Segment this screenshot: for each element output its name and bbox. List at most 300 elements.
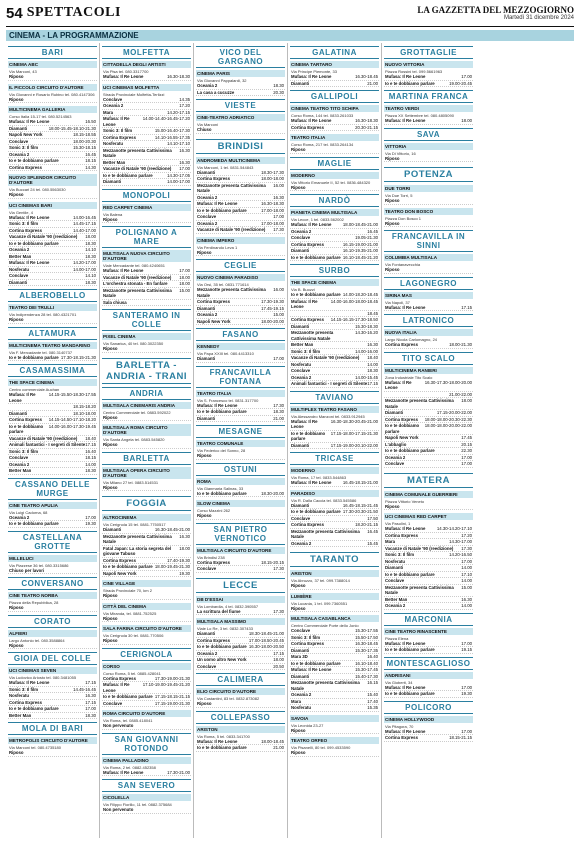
film-title: Sonic 3: Il film — [9, 448, 39, 454]
showtimes: 20.50 — [273, 663, 284, 669]
film-title: Conclave — [197, 566, 217, 571]
showtimes: 17.00 — [85, 514, 96, 520]
film-title: Cortina Express — [103, 557, 136, 563]
showtimes: 15.30-17.35 — [355, 647, 378, 653]
page-header — [6, 0, 574, 27]
showtimes: 17.30 — [273, 608, 284, 614]
showtime-row — [8, 74, 97, 81]
cinema-name: MULTISALA CIRCUITO D'AUTORE — [196, 547, 285, 554]
film-title: Mufasa: Il Re Leone — [103, 682, 130, 693]
showtimes: 15.30-18.15 — [73, 145, 96, 150]
showtimes: 16.00 — [273, 287, 284, 292]
listing-column — [288, 43, 382, 838]
film-title: Oceania 2 — [197, 312, 218, 317]
showtimes: 16.30 — [179, 533, 190, 539]
showtimes: 14.00 — [367, 361, 378, 367]
showtimes: 16.30 — [461, 596, 472, 602]
cinema-name: MULTIPLEX TEATRO FASANO — [290, 406, 379, 413]
city-heading: CASTELLANA GROTTE — [8, 531, 97, 553]
showtimes: 19.30 — [85, 521, 96, 526]
cinema-address: Corso Italia 15-17 tel. 080.5214563 — [9, 114, 72, 119]
showtimes: 17.00 — [85, 706, 96, 711]
showtimes: 18.00 — [179, 274, 190, 280]
showtimes: 17.40-19.30 — [167, 557, 190, 563]
showtimes: 17.10-19.00-19.45-21.20 — [142, 682, 190, 687]
film-title: Io e te dobbiamo parlare — [9, 240, 59, 246]
cinema-block — [196, 500, 285, 520]
showtime-row — [384, 691, 473, 698]
film-title: Mufasa: Il Re Leone — [103, 74, 144, 79]
showtimes: 16.15 — [367, 680, 378, 685]
film-title: Io e te dobbiamo parlare — [9, 521, 59, 526]
cinema-block — [102, 467, 191, 492]
film-title: Diamanti — [385, 565, 404, 570]
cinema-block — [8, 342, 97, 362]
cinema-name: UCI CINEMAS SEVEN — [8, 667, 97, 674]
showtimes: 19.30 — [461, 691, 472, 696]
city-heading: CORATO — [8, 615, 97, 628]
film-title: Oceania 2 — [9, 461, 30, 467]
cinema-address: Via Principe Piemonte, 33 — [291, 69, 337, 74]
showtimes: 16.30-18.45 — [355, 74, 378, 79]
cinema-block — [102, 424, 191, 449]
city-heading: BARLETTA - ANDRIA - TRANI — [102, 358, 191, 384]
showtime-row — [8, 750, 97, 757]
film-title: Io e te dobbiamo parlare — [197, 409, 247, 414]
city-heading: ALBEROBELLO — [8, 289, 97, 302]
showtime-row — [384, 647, 473, 654]
cinema-address: Via Balena — [103, 211, 123, 217]
film-title: Oceania 2 — [291, 374, 312, 380]
cinema-address: Via Lecce, 1 tel. 0833.562002 — [291, 217, 344, 222]
film-title: Io e te dobbiamo parlare — [197, 490, 247, 496]
cinema-name: MULTISALA NUOVA CIRCUITO D'AUTORE — [102, 250, 191, 262]
cinema-block — [8, 502, 97, 528]
showtime-row — [8, 317, 97, 324]
cinema-block — [8, 630, 97, 650]
cinema-name: TEATRO COMUNALE — [196, 440, 285, 447]
film-title: Conclave — [103, 700, 123, 706]
film-title: Io e te dobbiamo parlare — [291, 292, 341, 297]
showtimes: 19.15 — [461, 647, 472, 652]
film-title: Cortina Express — [385, 342, 418, 347]
showtimes: 18.00 — [179, 281, 190, 286]
cinema-name: SALA FARINA CIRCUITO D'AUTORE — [102, 625, 191, 632]
cinema-name: NUOVA ITALIA — [384, 329, 473, 336]
film-title: Napoli New York — [103, 570, 137, 576]
film-title: Diamanti — [9, 279, 28, 285]
cinema-name: ARISTON — [290, 570, 379, 577]
listing-column — [100, 43, 194, 838]
showtimes: 17.30-19.30 — [261, 299, 284, 304]
cinema-block — [196, 688, 285, 708]
cinema-block — [196, 596, 285, 616]
showtimes: 14.00-16.00-17.30-19.45 — [48, 423, 96, 429]
cinema-address: Corso Mazzini 262 — [197, 508, 231, 513]
film-title: Conclave — [291, 368, 311, 373]
cinema-address: Strada Provinciale Molfetta-Terlizzi — [103, 91, 165, 97]
showtimes: 17.00 — [461, 461, 472, 466]
city-heading: TRICASE — [290, 452, 379, 465]
film-title: Better Man — [103, 159, 126, 165]
showtime-row — [102, 807, 191, 814]
showtimes: 21.00 — [273, 745, 284, 750]
city-heading: MATERA — [384, 473, 473, 488]
city-heading: FOGGIA — [102, 496, 191, 511]
cinema-address: Via Lombardia, 4 tel. 0832.390557 — [197, 603, 259, 609]
film-title: Io e te dobbiamo parlare — [291, 509, 341, 514]
showtimes: 18.00 — [179, 545, 190, 551]
cinema-block — [384, 143, 473, 163]
cinema-block — [8, 555, 97, 575]
showtime-row — [290, 125, 379, 132]
cinema-name: TEATRO ITALIA — [196, 390, 285, 397]
showtimes: 14.00-17.00 — [167, 179, 190, 184]
cinema-block — [384, 329, 473, 349]
city-heading: MONOPOLI — [102, 189, 191, 202]
showtimes: 18.00-18.00-20.00-22.00 — [424, 423, 472, 428]
film-title: Cortina Express — [385, 735, 418, 740]
showtimes: 17.00 — [179, 166, 190, 171]
film-title: Mufasa: Il Re Leone — [103, 769, 144, 775]
city-heading: MESAGNE — [196, 425, 285, 438]
cinema-block — [384, 254, 473, 274]
cinema-name: PIXEL CINEMA — [102, 333, 191, 340]
film-title: Cortina Express — [291, 124, 324, 130]
showtimes: 14.20-17.00 — [73, 260, 96, 265]
city-heading: MONTESCAGLIOSO — [384, 657, 473, 670]
showtime-row — [196, 745, 285, 752]
showtime-row — [290, 330, 379, 342]
cinema-name: CINE TEATRO RINASCENTE — [384, 628, 473, 635]
film-title: Better Man — [9, 253, 32, 259]
cinema-block — [8, 304, 97, 324]
cinema-block — [196, 390, 285, 423]
film-title: Cortina Express — [197, 637, 230, 643]
showtime-row — [290, 680, 379, 692]
showtimes: 17.20 — [179, 103, 190, 108]
cinema-block — [196, 237, 285, 257]
cinema-address: Via Ludovico Ariosto tel. 080.3481055 — [9, 675, 77, 680]
city-heading: TARANTO — [290, 552, 379, 567]
film-title: Napoli New York — [385, 435, 419, 440]
showtime-row — [384, 118, 473, 125]
cinema-name: CINEMA PARIS — [196, 70, 285, 77]
cinema-block — [196, 70, 285, 96]
showtimes: 17.00 — [461, 640, 472, 646]
showtimes: 18.00-21.30 — [449, 342, 472, 347]
showtime-row — [290, 529, 379, 541]
film-title: Riposo — [385, 155, 400, 161]
showtimes: 17.30-18.15-21.30 — [60, 354, 96, 360]
showtime-row — [196, 453, 285, 460]
showtimes: 15.00 — [273, 312, 284, 317]
showtimes: 14.00-15.45 — [355, 374, 378, 380]
showtime-row — [8, 355, 97, 362]
film-title: Cortina Express — [197, 176, 230, 181]
showtime-row — [8, 605, 97, 612]
cinema-name: ALFIERI — [8, 630, 97, 637]
showtimes: 17.30 — [273, 566, 284, 571]
showtimes: 17.00 — [273, 356, 284, 361]
showtimes: 15.30-18.30 — [355, 323, 378, 329]
showtimes: 14.15-16.15-17.30-18.50 — [330, 317, 378, 322]
film-title: Cortina Express — [291, 522, 324, 527]
showtimes: 16.30-18.45 — [355, 641, 378, 646]
showtimes: 18.30-17.30 — [261, 169, 284, 175]
film-title: Oceania 2 — [291, 228, 312, 234]
showtimes: 16.45 — [85, 151, 96, 157]
showtimes: 15.40 — [367, 692, 378, 697]
film-title: Riposo — [103, 484, 118, 490]
showtime-row — [102, 442, 191, 449]
publication-name: LA GAZZETTA DEL MEZZOGIORNO — [417, 5, 574, 15]
showtimes: 18.00-18.45-21.00 — [342, 222, 378, 227]
film-title: Conclave — [103, 96, 123, 102]
city-heading: TITO SCALO — [384, 352, 473, 365]
showtimes: 18.20-21.15 — [355, 522, 378, 527]
film-title: Chiuso per lavori — [9, 567, 45, 573]
showtimes: 18.00 — [461, 118, 472, 123]
cinema-name: ARISTON — [196, 726, 285, 733]
showtime-row — [384, 585, 473, 597]
film-title: Un uomo altro New York — [197, 657, 247, 662]
cinema-address: Via Ferdinando Leva 1 — [197, 244, 238, 250]
showtimes: 14.00 — [85, 461, 96, 467]
cinema-name: CINEMA TARTARO — [290, 61, 379, 68]
showtimes: 18.15-21.15 — [449, 735, 472, 740]
cinema-name: CINE TEATRO APULIA — [8, 502, 97, 509]
film-title: Io e te dobbiamo parlare — [291, 660, 341, 666]
film-title: Mufasa: Il Re Leone — [385, 684, 426, 690]
cinema-name: KENNEDY — [196, 343, 285, 350]
film-title: Io e te dobbiamo parlare — [197, 644, 247, 649]
film-title: Animali fantastici - I segreti di Silente — [291, 381, 368, 386]
city-heading: CONVERSANO — [8, 577, 97, 590]
city-heading: VIESTE — [196, 99, 285, 112]
showtimes: 17.15 — [85, 442, 96, 447]
cinema-address: Corso Roma, 217 tel. 0833.264134 — [291, 142, 354, 147]
showtime-row — [196, 183, 285, 195]
showtimes: 17.45 — [461, 435, 472, 440]
city-heading: COLLEPASSO — [196, 711, 285, 724]
showtimes: 17.00 — [461, 684, 472, 690]
cinema-name: ANDROMEDA MULTICINEMA — [196, 157, 285, 164]
city-heading: FASANO — [196, 328, 285, 341]
cinema-address: Centro Commerciale tel. 0883.592022 — [103, 409, 171, 415]
cinema-address: Via Giovanni e Rosario Rubino tel. 080.4147306 — [9, 91, 95, 97]
cinema-block — [102, 514, 191, 577]
showtimes: 14.00-18.20-18.45 — [342, 292, 378, 297]
cinema-address: Via Federico del Sonno, 28 — [197, 448, 246, 453]
showtimes: 16.40 — [85, 448, 96, 454]
cinema-block — [384, 491, 473, 511]
cinema-block — [8, 202, 97, 287]
cinema-name: MULTISALA ROMA CIRCUITO D'AUTORE — [102, 424, 191, 436]
showtime-row — [102, 485, 191, 492]
showtimes: 17.15 — [85, 699, 96, 705]
cinema-address: Via Lucania, 1 tel. 099.7360551 — [291, 600, 348, 606]
showtimes: 16.45-18.15-21.00 — [342, 480, 378, 485]
cinema-address: Via Milano 27 tel. 0883.514531 — [103, 479, 159, 485]
film-title: Diamanti — [291, 248, 310, 253]
film-title: Non pervenuto — [103, 723, 134, 728]
film-title: Mezzanotte presenta Cattivissima Natale — [291, 680, 360, 691]
showtime-row — [196, 664, 285, 671]
showtime-row — [8, 97, 97, 104]
cinema-block — [102, 663, 191, 708]
cinema-block — [102, 710, 191, 730]
film-title: Diamanti — [197, 356, 216, 361]
film-title: Conclave — [291, 515, 311, 521]
cinema-address: Via Roma, 17 tel. 0833.544863 — [291, 475, 347, 480]
cinema-block — [196, 478, 285, 498]
showtimes: 14.00 — [461, 578, 472, 583]
showtimes: 18.30 — [273, 409, 284, 414]
showtime-row — [196, 566, 285, 573]
publication-date: Martedì 31 dicembre 2024 — [503, 15, 574, 21]
cinema-address: Via B. Buozzi — [291, 287, 315, 292]
film-title: Mezzanotte presenta Cattivissima Natale — [103, 533, 172, 544]
showtime-row — [290, 147, 379, 154]
cinema-block — [102, 84, 191, 186]
film-title: Mufasa: Il Re Leone — [291, 667, 332, 672]
film-title: Mezzanotte presenta Cattivissima Natale — [385, 398, 454, 409]
film-title: Conclave — [291, 628, 311, 633]
film-title: Mufasa: Il Re Leone — [385, 728, 426, 734]
film-title: Io e te dobbiamo parlare — [9, 706, 59, 711]
showtime-row — [102, 346, 191, 353]
cinema-name: ALTROCINEMA — [102, 514, 191, 521]
film-title: Conclave — [9, 455, 29, 460]
film-title: Conclave — [197, 663, 217, 669]
city-heading: POLIGNANO A MARE — [102, 226, 191, 248]
film-title: Vacanze di Natale '90 (reedizione) — [9, 435, 78, 441]
city-heading: SANTERAMO IN COLLE — [102, 309, 191, 331]
showtimes: 14.10-17.10 — [167, 141, 190, 146]
film-title: Diamanti — [291, 673, 310, 679]
showtimes: 17.00-18.00 — [261, 220, 284, 226]
film-title: Oceania 2 — [9, 514, 30, 520]
showtime-row — [102, 116, 191, 128]
film-title: Mufasa: Il Re Leone — [385, 118, 426, 123]
film-title: Animali fantastici - I segreti di Silente — [9, 442, 86, 447]
film-title: Conclave — [197, 214, 217, 219]
showtime-row — [384, 380, 473, 392]
film-title: Mara — [103, 109, 114, 115]
film-title: Mezzanotte presenta Cattivissima Natale — [291, 330, 334, 341]
cinema-address: Via Miranda, tel. 0881.752525 — [103, 610, 157, 616]
showtimes: 16.30 — [367, 342, 378, 347]
cinema-address: Via F. Mercadante tel. 080.3140737 — [9, 349, 73, 355]
cinema-name: TEATRO DEI TRULLI — [8, 304, 97, 311]
cinema-address: Via Cerignola 30 tel. 0881.770506 — [103, 633, 164, 638]
cinema-address: Piazza Vittorio Veneto — [385, 498, 425, 504]
film-title: Riposo — [197, 249, 212, 255]
cinema-name: CINE TEATRO NORBA — [8, 592, 97, 599]
film-title: Mufasa: Il Re Leone — [9, 119, 50, 124]
film-title: Mufasa: Il Re Leone — [291, 298, 318, 309]
city-heading: NARDÒ — [290, 194, 379, 207]
cinema-address: Corso Roma, 144 tel. 0833.261033 — [291, 113, 354, 118]
listing-column — [6, 43, 100, 838]
showtimes: 14.00-16.00-18.00-18.45 — [330, 298, 378, 304]
film-title: Mezzanotte presenta Cattivissima Natale — [197, 287, 266, 298]
film-title: Io e te dobbiamo parlare — [9, 158, 59, 163]
film-title: Mezzanotte presenta Cattivissima Natale — [103, 147, 172, 158]
film-title: Riposo — [103, 346, 118, 351]
film-title: Io e te dobbiamo parlare — [103, 694, 153, 699]
city-heading: CASSANO DELLE MURGE — [8, 478, 97, 500]
cinema-block — [102, 757, 191, 777]
cinema-name: MULTICINEMA GALLERIA — [8, 106, 97, 113]
showtimes: 17.00 — [273, 214, 284, 219]
page-number: 54 — [6, 4, 23, 22]
cinema-address: Corso Roma, 5 tel. 0885.428041 — [103, 670, 161, 676]
city-heading: MARCONIA — [384, 613, 473, 626]
film-title: Sonic 3: Il film — [103, 128, 133, 133]
showtimes: 18.00-20.30 — [73, 138, 96, 144]
showtimes: 18.15-20.15 — [261, 559, 284, 565]
film-title: Better Man — [9, 468, 32, 473]
showtime-row — [384, 461, 473, 468]
cinema-address: Via Orsi, 35 tel. 0831.771614 — [197, 282, 249, 287]
city-heading: GIOIA DEL COLLE — [8, 652, 97, 665]
showtime-row — [290, 541, 379, 548]
showtimes: 14.30 — [85, 164, 96, 170]
film-title: Io e te dobbiamo parlare — [385, 423, 420, 434]
film-title: Cortina Express — [385, 532, 418, 538]
cinema-block — [290, 105, 379, 131]
film-title: Io e te dobbiamo parlare — [291, 430, 326, 441]
showtime-row — [196, 127, 285, 134]
film-title: Oceania 2 — [197, 650, 218, 656]
film-title: Oceania 2 — [9, 151, 30, 157]
city-heading: LECCE — [196, 578, 285, 593]
cinema-address: Via Vittorio Emanuele II, 52 tel. 0836.484320 — [291, 179, 371, 185]
film-title: Riposo — [9, 750, 24, 755]
showtimes: 17.30 — [461, 545, 472, 551]
showtime-row — [8, 468, 97, 475]
showtimes: 18.45 — [367, 310, 378, 316]
film-title: Io e te dobbiamo parlare — [385, 647, 435, 652]
showtime-row — [102, 534, 191, 546]
showtime-row — [290, 255, 379, 262]
showtimes: 17.00-18.00 — [261, 207, 284, 213]
cinema-name: TEATRO VERDI — [384, 105, 473, 112]
showtime-row — [102, 179, 191, 186]
city-heading: MOLFETTA — [102, 46, 191, 59]
showtime-row — [290, 431, 379, 443]
showtime-row — [290, 443, 379, 450]
film-title: Cortina Express — [385, 416, 418, 422]
cinema-name: TEATRO ORFEO — [290, 737, 379, 744]
film-title: Nosferatu — [103, 141, 124, 146]
publication-masthead — [417, 5, 574, 21]
film-title: Mufasa: Il Re Leone — [385, 379, 412, 390]
cinema-address: Via Luigi Cadorna, 68 — [9, 509, 48, 515]
film-title: Mufasa: Il Re Leone — [9, 260, 50, 265]
showtime-row — [102, 571, 191, 578]
showtimes: 16.10-18.40 — [355, 660, 378, 666]
cinema-address: Piazza Rossini tel. 099.5661963 — [385, 69, 443, 74]
showtime-row — [102, 415, 191, 422]
film-title: Napoli New York — [197, 318, 231, 324]
cinema-name: TEATRO DON BOSCO — [384, 208, 473, 215]
cinema-name: RED CARPET CINEMA — [102, 204, 191, 211]
cinema-address: Piazza Don Bosco 1 — [385, 215, 422, 221]
cinema-address: Via Pasolini, 1 — [385, 521, 411, 526]
